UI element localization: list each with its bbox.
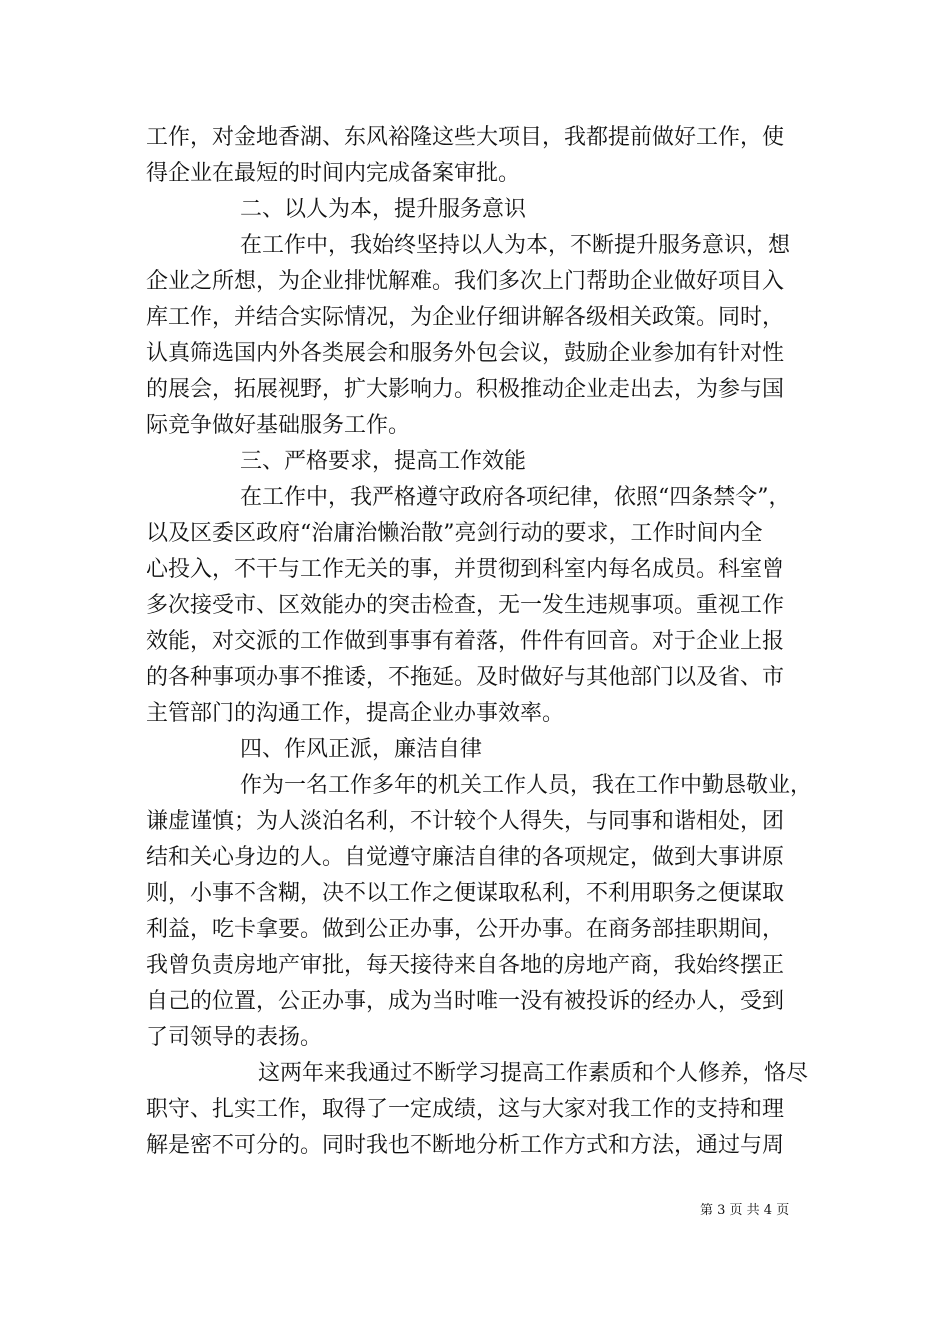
- text-line: 谦虚谨慎；为人淡泊名利，不计较个人得失，与同事和谐相处，团: [146, 809, 785, 834]
- text-line: 自己的位置，公正办事，成为当时唯一没有被投诉的经办人，受到: [146, 989, 785, 1014]
- text-line: 得企业在最短的时间内完成备案审批。: [146, 161, 521, 186]
- text-line: 三、严格要求，提高工作效能: [240, 449, 527, 474]
- text-line: 在工作中，我始终坚持以人为本，不断提升服务意识，想: [240, 233, 791, 258]
- text-line: 结和关心身边的人。自觉遵守廉洁自律的各项规定，做到大事讲原: [146, 845, 785, 870]
- text-line: 在工作中，我严格遵守政府各项纪律，依照“四条禁令”，: [240, 485, 791, 510]
- text-line: 多次接受市、区效能办的突击检查，无一发生违规事项。重视工作: [146, 593, 785, 618]
- page-number: 第 3 页 共 4 页: [700, 1203, 790, 1218]
- text-line: 二、以人为本，提升服务意识: [240, 197, 527, 222]
- text-line: 我曾负责房地产审批，每天接待来自各地的房地产商，我始终摆正: [146, 953, 785, 978]
- text-line: 作为一名工作多年的机关工作人员，我在工作中勤恳敬业，: [240, 773, 813, 798]
- text-line: 的展会，拓展视野，扩大影响力。积极推动企业走出去，为参与国: [146, 377, 785, 402]
- text-line: 以及区委区政府“治庸治懒治散”亮剑行动的要求，工作时间内全: [146, 521, 763, 546]
- text-line: 库工作，并结合实际情况，为企业仔细讲解各级相关政策。同时，: [146, 305, 785, 330]
- text-line: 则，小事不含糊，决不以工作之便谋取私利，不利用职务之便谋取: [146, 881, 785, 906]
- text-line: 主管部门的沟通工作，提高企业办事效率。: [146, 701, 565, 726]
- text-line: 企业之所想，为企业排忧解难。我们多次上门帮助企业做好项目入: [146, 269, 785, 294]
- text-line: 的各种事项办事不推诿，不拖延。及时做好与其他部门以及省、市: [146, 665, 785, 690]
- document-body: [146, 120, 813, 1164]
- text-line: 心投入，不干与工作无关的事，并贯彻到科室内每名成员。科室曾: [146, 557, 785, 582]
- text-line: 际竞争做好基础服务工作。: [146, 413, 411, 438]
- text-line: 这两年来我通过不断学习提高工作素质和个人修养，恪尽: [258, 1061, 809, 1086]
- text-line: 四、作风正派，廉洁自律: [240, 737, 483, 762]
- text-line: 了司领导的表扬。: [146, 1025, 323, 1050]
- text-line: 效能，对交派的工作做到事事有着落，件件有回音。对于企业上报: [146, 629, 785, 654]
- text-line: 工作，对金地香湖、东风裕隆这些大项目，我都提前做好工作，使: [146, 125, 785, 150]
- text-line: 利益，吃卡拿要。做到公正办事，公开办事。在商务部挂职期间，: [146, 917, 785, 942]
- text-line: 职守、扎实工作，取得了一定成绩，这与大家对我工作的支持和理: [146, 1097, 785, 1122]
- text-line: 认真筛选国内外各类展会和服务外包会议，鼓励企业参加有针对性: [146, 341, 785, 366]
- text-line: 解是密不可分的。同时我也不断地分析工作方式和方法，通过与周: [146, 1133, 785, 1158]
